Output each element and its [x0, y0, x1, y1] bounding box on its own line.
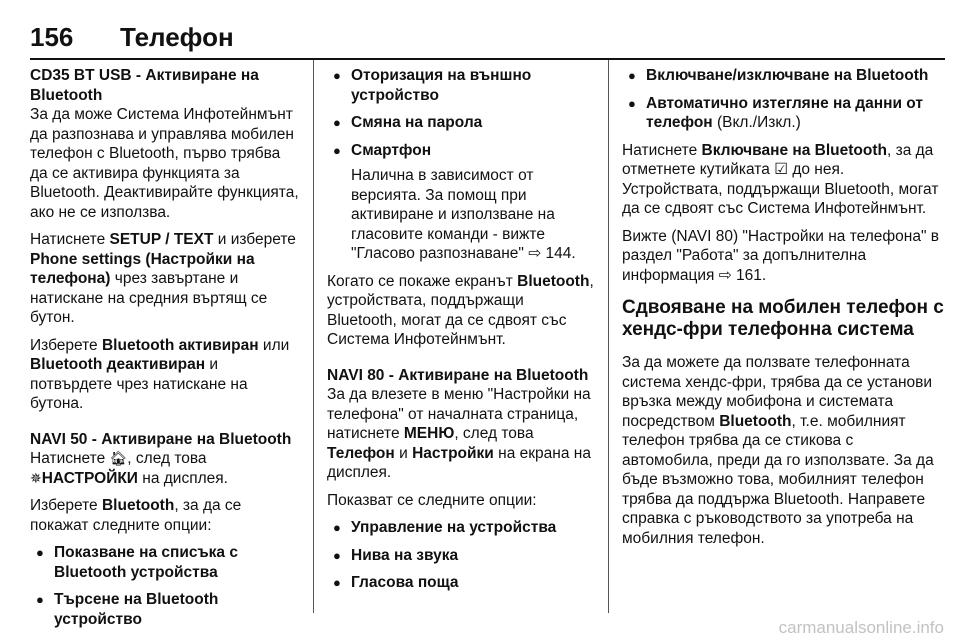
column-divider	[313, 60, 314, 613]
section-heading: CD35 BT USB - Активиране на Bluetooth	[30, 67, 259, 104]
option-list	[622, 66, 947, 133]
gear-icon: ✵	[30, 469, 42, 486]
paragraph: Натиснете Включване на Bluetooth, за да отметнете кутийката ☑ до нея. Устройствата, поддържащи Bluetooth, могат да се сдвоят със Система Инфотейнмънт.	[622, 141, 939, 217]
list-item: ● Оторизация на външно устройство	[327, 66, 597, 105]
section-heading: Сдвояване на мобилен телефон с хендс-фри телефонна система	[622, 297, 944, 340]
list-item: ● Управление на устройства	[327, 518, 597, 538]
header-divider	[30, 58, 945, 60]
list-item: ● Включване/изключване на Bluetooth	[622, 66, 947, 86]
home-icon: 🏠︎	[109, 450, 128, 466]
column-divider	[608, 60, 609, 613]
paragraph: За да можете да ползвате телефонната система хендс-фри, трябва да се установи връзка между мобифона и системата посредством Bluetooth, т.е. мобилният телефон трябва да се стикова с автомобила, преди да го използвате. За да бъде възможно това, мобилният телефон трябва да поддържа Bluetooth. Направете справка с ръководството за употреба на мобилния телефон.	[622, 354, 934, 547]
column-3	[622, 66, 947, 556]
column-2	[327, 66, 597, 601]
paragraph: За да може Система Инфотейнмънт да разпознава и управлява мобилен телефон с Bluetooth, първо трябва да се активира функцията за Bluetooth. Деактивирайте функцията, ако не се използва.	[30, 106, 299, 221]
paragraph: Изберете Bluetooth активиран или Bluetooth деактивиран и потвърдете чрез натискане на бутона.	[30, 336, 290, 412]
option-list	[30, 543, 302, 629]
page-title: Телефон	[120, 22, 234, 52]
column-1	[30, 66, 302, 637]
section-heading: NAVI 80 - Активиране на Bluetooth	[327, 366, 589, 384]
paragraph: За да влезете в меню "Настройки на телефона" от началната страница, натиснете МЕНЮ, след това Телефон и Настройки на екрана на дисплея.	[327, 386, 591, 481]
paragraph: Натиснете SETUP / TEXT и изберете Phone settings (Настройки на телефона) чрез завъртане и натискане на средния въртящ се бутон.	[30, 231, 296, 326]
list-item: ● Гласова поща	[327, 573, 597, 593]
list-item: ● Показване на списъка с Bluetooth устройства	[30, 543, 302, 582]
watermark: carmanualsonline.info	[778, 618, 944, 637]
list-item: ● Търсене на Bluetooth устройство	[30, 590, 302, 629]
paragraph: Изберете Bluetooth, за да се покажат следните опции:	[30, 497, 242, 534]
section-heading: NAVI 50 - Активиране на Bluetooth	[30, 430, 292, 448]
paragraph: Натиснете 🏠︎, след това ✵НАСТРОЙКИ на дисплея.	[30, 450, 228, 487]
paragraph: Вижте (NAVI 80) "Настройки на телефона" в раздел "Работа" за допълнителна информация ⇨ 161.	[622, 227, 940, 284]
paragraph: Показват се следните опции:	[327, 491, 537, 509]
smartphone-note: Налична в зависимост от версията. За помощ при активиране и използване на гласовите команди - вижте "Гласово разпознаване" ⇨ 144.	[351, 167, 576, 262]
list-item: ● Смартфон Налична в зависимост от версията. За помощ при активиране и използване на гласовите команди - вижте "Гласово разпознаване" ⇨ 144.	[327, 141, 597, 264]
option-list	[327, 66, 597, 264]
list-item: ● Нива на звука	[327, 546, 597, 566]
reference-arrow-icon: ⇨	[718, 266, 732, 284]
list-item: ● Смяна на парола	[327, 113, 597, 133]
paragraph: Когато се покаже екранът Bluetooth, устройствата, поддържащи Bluetooth, могат да се сдвоят със Система Инфотейнмънт.	[327, 272, 594, 348]
list-item: ● Автоматично изтегляне на данни от телефон (Вкл./Изкл.)	[622, 94, 947, 133]
page-number: 156	[30, 22, 74, 52]
reference-arrow-icon: ⇨	[528, 245, 542, 262]
option-list	[327, 518, 597, 593]
